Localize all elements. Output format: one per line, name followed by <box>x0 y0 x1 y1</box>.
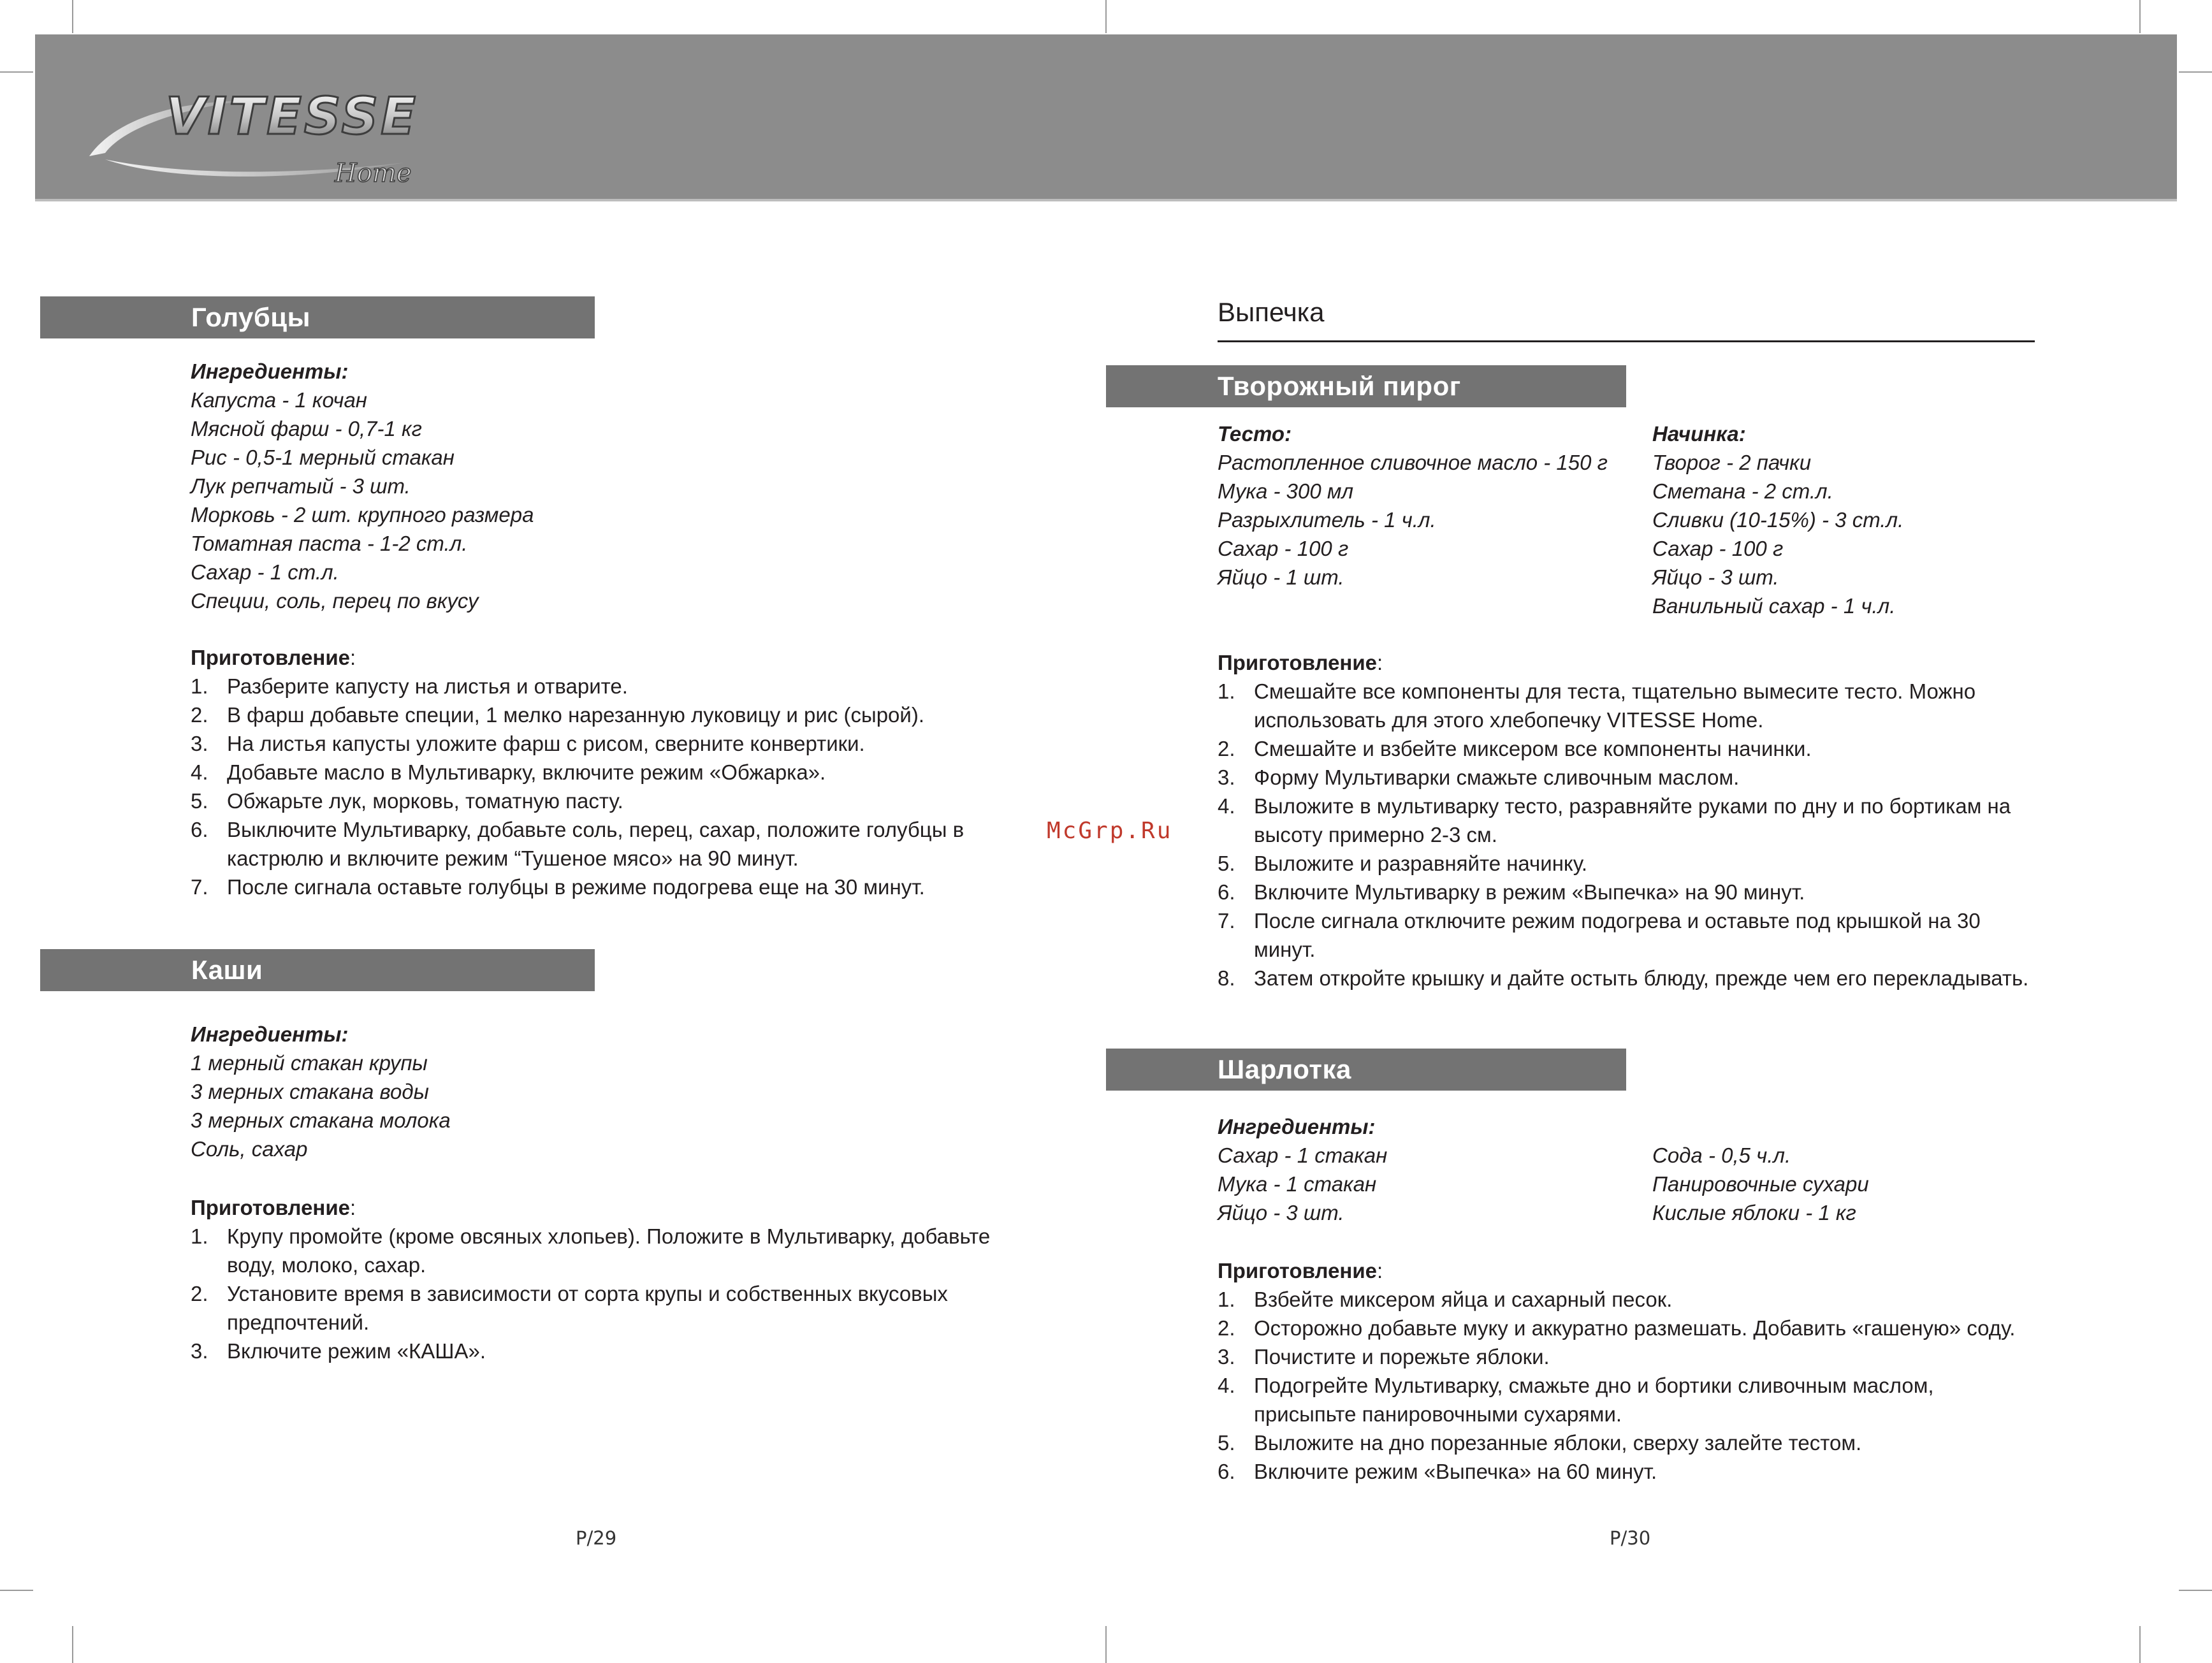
step-text: После сигнала отключите режим подогрева и оставьте под крышкой на 30 <box>1254 909 1981 933</box>
step-text: Смешайте все компоненты для теста, тщательно вымесите тесто. Можно <box>1254 679 1976 703</box>
step-item <box>191 758 964 787</box>
step-number: 3. <box>1218 766 1235 789</box>
ingredient-item: Сода - 0,5 ч.л. <box>1652 1144 1791 1167</box>
step-item <box>1218 1428 2015 1457</box>
ingredient-item: Сахар - 1 стакан <box>1218 1144 1388 1167</box>
preparation-heading: Приготовление: <box>1218 651 1383 674</box>
step-list <box>1218 677 2028 992</box>
step-text: высоту примерно 2-3 см. <box>1254 823 1497 846</box>
crop-mark <box>2139 0 2141 33</box>
ingredient-item: Яйцо - 1 шт. <box>1218 565 1344 589</box>
vitesse-logo <box>86 64 433 191</box>
step-number: 2. <box>191 703 208 727</box>
step-number: 6. <box>1218 880 1235 904</box>
step-item <box>191 1337 990 1365</box>
logo-sub: Home <box>335 159 412 188</box>
ingredient-item: Рис - 0,5-1 мерный стакан <box>191 446 455 469</box>
step-text: присыпьте панировочными сухарями. <box>1254 1402 1622 1426</box>
step-list <box>1218 1285 2015 1486</box>
step-text: Форму Мультиварки смажьте сливочным маслом. <box>1254 766 1740 789</box>
preparation-heading: Приготовление: <box>191 1196 356 1219</box>
step-text: Крупу промойте (кроме овсяных хлопьев). Положите в Мультиварку, добавьте <box>227 1224 991 1248</box>
watermark: McGrp.Ru <box>1047 818 1173 844</box>
step-number: 1. <box>1218 1288 1235 1311</box>
crop-mark <box>72 1626 73 1663</box>
step-number: 2. <box>1218 1316 1235 1340</box>
section-title-golubtsy: Голубцы <box>40 296 595 338</box>
ingredient-item: Специи, соль, перец по вкусу <box>191 589 479 613</box>
ingredient-item: Сливки (10-15%) - 3 ст.л. <box>1652 508 1904 532</box>
ingredient-item: Капуста - 1 кочан <box>191 388 367 412</box>
preparation-heading: Приготовление: <box>1218 1259 1383 1282</box>
crop-mark <box>1105 0 1107 33</box>
step-item <box>191 1222 990 1279</box>
step-item <box>191 787 964 815</box>
ingredient-item: Мясной фарш - 0,7-1 кг <box>191 417 422 440</box>
step-number: 2. <box>191 1282 208 1305</box>
ingredients-heading: Ингредиенты: <box>191 359 349 383</box>
step-text: После сигнала оставьте голубцы в режиме подогрева еще на 30 минут. <box>227 875 925 899</box>
ingredient-item: Лук репчатый - 3 шт. <box>191 474 411 498</box>
step-text: Включите режим «Выпечка» на 60 минут. <box>1254 1460 1657 1483</box>
step-item <box>1218 734 2028 763</box>
step-text: Подогрейте Мультиварку, смажьте дно и бортики сливочным маслом, <box>1254 1374 1934 1397</box>
step-number: 4. <box>1218 1374 1235 1397</box>
step-number: 6. <box>1218 1460 1235 1483</box>
step-number: 7. <box>191 875 208 899</box>
ingredient-item: Мука - 300 мл <box>1218 479 1354 503</box>
step-text: Добавьте масло в Мультиварку, включите режим «Обжарка». <box>227 760 826 784</box>
crop-mark <box>72 0 73 33</box>
category-rule <box>1218 340 2035 342</box>
crop-mark <box>2139 1626 2141 1663</box>
step-item <box>191 873 964 901</box>
crop-mark <box>2179 71 2212 73</box>
ingredient-item: Сахар - 100 г <box>1652 537 1784 560</box>
step-item <box>1218 1457 2015 1486</box>
step-text: Выключите Мультиварку, добавьте соль, перец, сахар, положите голубцы в <box>227 818 964 841</box>
step-text: Взбейте миксером яйца и сахарный песок. <box>1254 1288 1673 1311</box>
step-item <box>191 815 964 873</box>
page-number-left: P/29 <box>576 1527 617 1549</box>
ingredient-item: Яйцо - 3 шт. <box>1218 1201 1344 1224</box>
filling-ingredients <box>1652 419 1903 620</box>
ingredients-heading: Ингредиенты: <box>191 1022 349 1046</box>
step-text: Затем откройте крышку и дайте остыть блюду, прежде чем его перекладывать. <box>1254 966 2029 990</box>
kashi-ingredients <box>191 1020 451 1163</box>
step-item <box>1218 1371 2015 1428</box>
step-text: использовать для этого хлебопечку VITESSE Home. <box>1254 708 1764 732</box>
ingredient-item: Яйцо - 3 шт. <box>1652 565 1779 589</box>
crop-mark <box>2179 1590 2212 1591</box>
step-text: Почистите и порежьте яблоки. <box>1254 1345 1550 1369</box>
step-text: В фарш добавьте специи, 1 мелко нарезанную луковицу и рис (сырой). <box>227 703 924 727</box>
step-text: минут. <box>1254 938 1316 961</box>
ingredient-item: Соль, сахар <box>191 1137 308 1161</box>
ingredient-item: Ванильный сахар - 1 ч.л. <box>1652 594 1896 618</box>
step-item <box>1218 849 2028 878</box>
step-text: Выложите на дно порезанные яблоки, сверху залейте тестом. <box>1254 1431 1862 1455</box>
step-item <box>1218 1285 2015 1314</box>
ingredient-item: Морковь - 2 шт. крупного размера <box>191 503 534 526</box>
section-title-kashi: Каши <box>40 949 595 991</box>
dough-ingredients <box>1218 419 1608 592</box>
step-number: 5. <box>191 789 208 813</box>
section-title-tvorozhny-pirog: Творожный пирог <box>1106 365 1626 407</box>
step-number: 6. <box>191 818 208 841</box>
step-number: 7. <box>1218 909 1235 933</box>
step-text: Осторожно добавьте муку и аккуратно размешать. Добавить «гашеную» соду. <box>1254 1316 2016 1340</box>
step-list <box>191 1222 990 1365</box>
crop-mark <box>1105 1626 1107 1663</box>
step-item <box>1218 878 2028 906</box>
ingredient-item: 3 мерных стакана воды <box>191 1080 429 1103</box>
step-item <box>1218 792 2028 849</box>
step-text: Выложите и разравняйте начинку. <box>1254 852 1588 875</box>
golubtsy-ingredients <box>191 357 534 615</box>
sharlotka-ingredients-extra <box>1652 1141 1869 1227</box>
step-text: воду, молоко, сахар. <box>227 1253 426 1277</box>
step-text: Смешайте и взбейте миксером все компоненты начинки. <box>1254 737 1812 760</box>
step-item <box>1218 906 2028 964</box>
ingredient-item: Сахар - 100 г <box>1218 537 1349 560</box>
page-number-right: P/30 <box>1610 1527 1651 1549</box>
step-text: кастрюлю и включите режим “Тушеное мясо» на 90 минут. <box>227 846 799 870</box>
step-text: Включите режим «КАША». <box>227 1339 486 1363</box>
ingredient-item: Кислые яблоки - 1 кг <box>1652 1201 1856 1224</box>
crop-mark <box>0 1590 33 1591</box>
step-text: Установите время в зависимости от сорта крупы и собственных вкусовых <box>227 1282 948 1305</box>
ingredient-item: Растопленное сливочное масло - 150 г <box>1218 451 1608 474</box>
ingredient-item: Мука - 1 стакан <box>1218 1172 1377 1196</box>
step-item <box>191 672 964 701</box>
step-number: 5. <box>1218 852 1235 875</box>
step-item <box>1218 677 2028 734</box>
preparation-heading: Приготовление: <box>191 646 356 669</box>
step-text: предпочтений. <box>227 1311 370 1334</box>
step-text: На листья капусты уложите фарш с рисом, сверните конвертики. <box>227 732 865 755</box>
step-item <box>1218 763 2028 792</box>
logo-brand: VITESSE <box>166 87 418 146</box>
step-number: 2. <box>1218 737 1235 760</box>
step-number: 8. <box>1218 966 1235 990</box>
step-number: 3. <box>1218 1345 1235 1369</box>
step-item <box>1218 1342 2015 1371</box>
tvorozhny-preparation <box>1218 648 2028 992</box>
sharlotka-ingredients <box>1218 1112 1387 1227</box>
step-number: 1. <box>1218 679 1235 703</box>
ingredient-item: Творог - 2 пачки <box>1652 451 1812 474</box>
step-text: Включите Мультиварку в режим «Выпечка» на 90 минут. <box>1254 880 1805 904</box>
ingredient-item: Томатная паста - 1-2 ст.л. <box>191 532 468 555</box>
step-item <box>1218 964 2028 992</box>
step-item <box>191 729 964 758</box>
step-number: 5. <box>1218 1431 1235 1455</box>
ingredient-item: Разрыхлитель - 1 ч.л. <box>1218 508 1436 532</box>
step-text: Обжарьте лук, морковь, томатную пасту. <box>227 789 623 813</box>
section-title-sharlotka: Шарлотка <box>1106 1049 1626 1091</box>
ingredient-item: Сметана - 2 ст.л. <box>1652 479 1833 503</box>
step-number: 1. <box>191 674 208 698</box>
step-number: 3. <box>191 732 208 755</box>
dough-heading: Тесто: <box>1218 422 1292 446</box>
ingredient-item: 1 мерный стакан крупы <box>191 1051 428 1075</box>
step-item <box>191 701 964 729</box>
filling-heading: Начинка: <box>1652 422 1746 446</box>
step-number: 3. <box>191 1339 208 1363</box>
sharlotka-preparation <box>1218 1256 2015 1486</box>
kashi-preparation <box>191 1193 990 1365</box>
ingredient-item: 3 мерных стакана молока <box>191 1108 451 1132</box>
ingredient-item: Панировочные сухари <box>1652 1172 1869 1196</box>
step-text: Разберите капусту на листья и отварите. <box>227 674 628 698</box>
category-title: Выпечка <box>1218 297 1325 327</box>
ingredients-heading: Ингредиенты: <box>1218 1115 1376 1138</box>
step-list <box>191 672 964 901</box>
crop-mark <box>0 71 33 73</box>
step-number: 1. <box>191 1224 208 1248</box>
step-number: 4. <box>191 760 208 784</box>
ingredient-item: Сахар - 1 ст.л. <box>191 560 339 584</box>
step-item <box>191 1279 990 1337</box>
step-item <box>1218 1314 2015 1342</box>
step-number: 4. <box>1218 794 1235 818</box>
step-text: Выложите в мультиварку тесто, разравняйте руками по дну и по бортикам на <box>1254 794 2011 818</box>
golubtsy-preparation <box>191 643 964 901</box>
